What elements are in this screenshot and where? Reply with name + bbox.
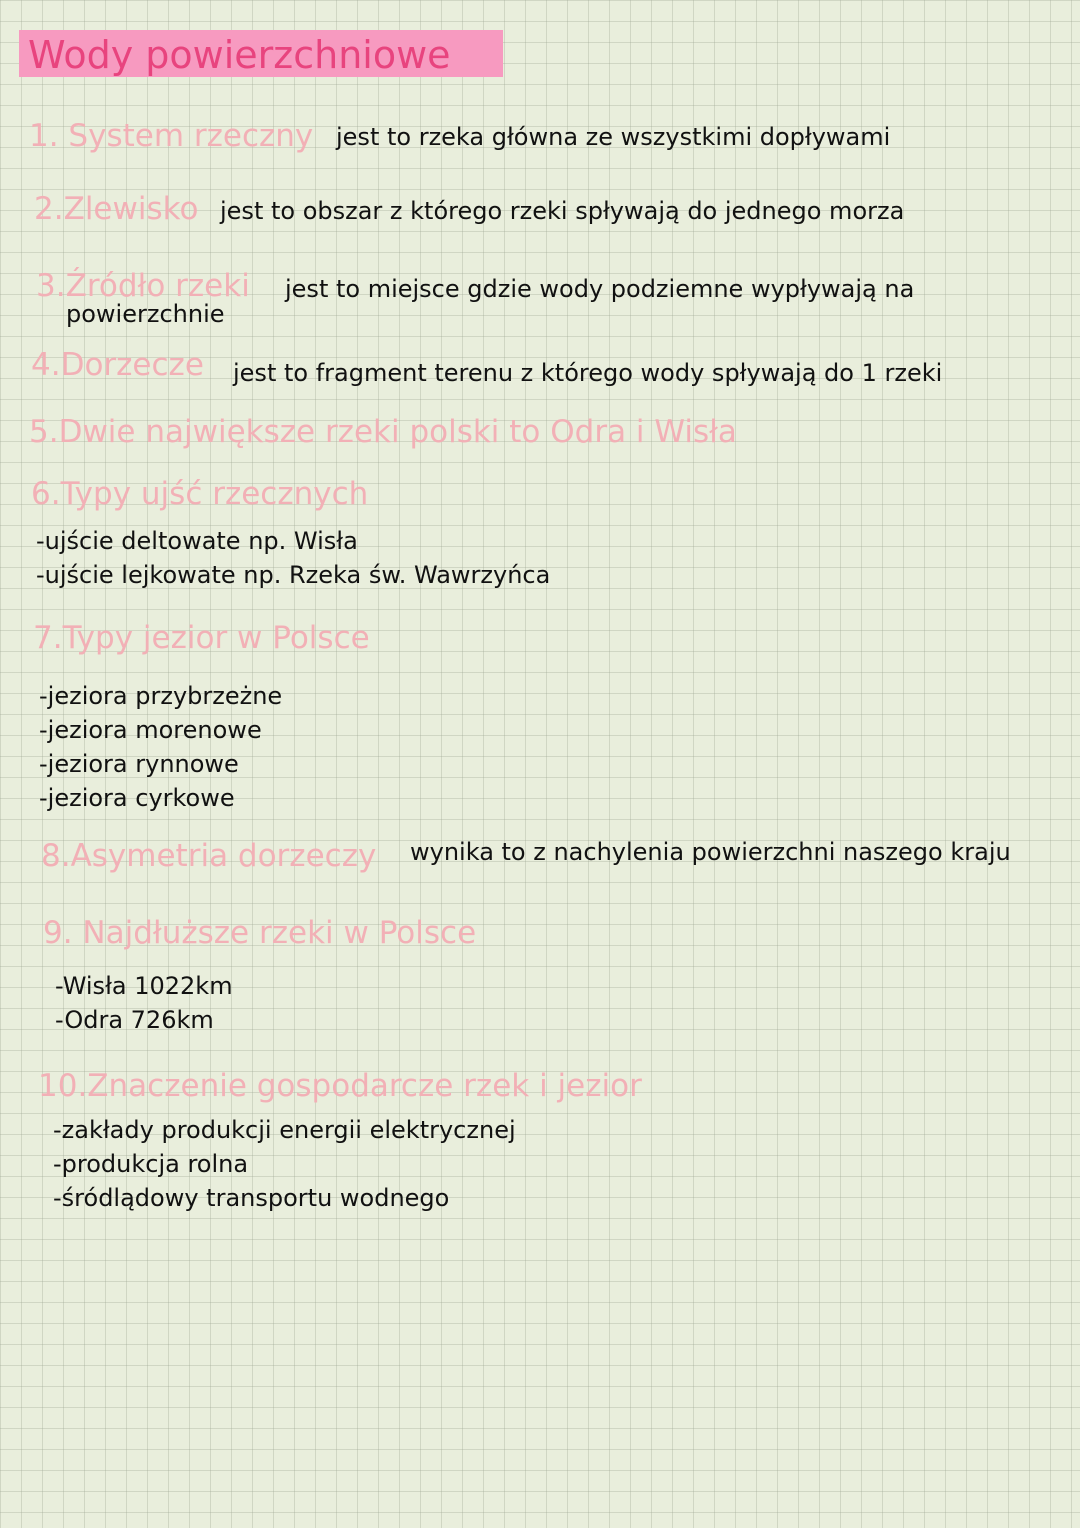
heading-dorzecze: 4.Dorzecze bbox=[31, 347, 204, 383]
heading-zrodlo-rzeki: 3.Źródło rzeki bbox=[36, 268, 250, 304]
definition-zlewisko: jest to obszar z którego rzeki spływają do jednego morza bbox=[220, 197, 905, 225]
list-item: -zakłady produkcji energii elektrycznej bbox=[53, 1116, 516, 1144]
definition-zrodlo-rzeki-cont: powierzchnie bbox=[66, 300, 225, 328]
list-item: -jeziora morenowe bbox=[39, 716, 262, 744]
list-typy-ujsc bbox=[36, 524, 550, 592]
heading-zlewisko: 2.Zlewisko bbox=[34, 191, 199, 227]
list-item: -ujście lejkowate np. Rzeka św. Wawrzyńca bbox=[36, 561, 551, 589]
definition-zrodlo-rzeki: jest to miejsce gdzie wody podziemne wypływają na bbox=[285, 275, 915, 303]
heading-typy-jezior: 7.Typy jezior w Polsce bbox=[33, 620, 370, 656]
definition-system-rzeczny: jest to rzeka główna ze wszystkimi dopływami bbox=[336, 123, 891, 151]
definition-asymetria-dorzeczy: wynika to z nachylenia powierzchni naszego kraju bbox=[410, 838, 1011, 866]
list-item: -produkcja rolna bbox=[53, 1150, 249, 1178]
heading-najwieksze-rzeki: 5.Dwie największe rzeki polski to Odra i Wisła bbox=[29, 414, 737, 450]
heading-typy-ujsc: 6.Typy ujść rzecznych bbox=[31, 476, 369, 512]
list-item: -jeziora cyrkowe bbox=[39, 784, 235, 812]
list-item: -jeziora rynnowe bbox=[39, 750, 239, 778]
list-znaczenie-gospodarcze bbox=[53, 1113, 516, 1215]
heading-najdluzsze-rzeki: 9. Najdłuższe rzeki w Polsce bbox=[43, 915, 477, 951]
list-najdluzsze-rzeki bbox=[55, 969, 233, 1037]
definition-dorzecze: jest to fragment terenu z którego wody spływają do 1 rzeki bbox=[233, 359, 943, 387]
list-item: -śródlądowy transportu wodnego bbox=[53, 1184, 450, 1212]
list-item: -Wisła 1022km bbox=[55, 972, 233, 1000]
heading-asymetria-dorzeczy: 8.Asymetria dorzeczy bbox=[41, 838, 377, 874]
list-item: -Odra 726km bbox=[55, 1006, 214, 1034]
heading-system-rzeczny: 1. System rzeczny bbox=[29, 118, 314, 154]
page-title: Wody powierzchniowe bbox=[28, 33, 451, 77]
list-item: -jeziora przybrzeżne bbox=[39, 682, 283, 710]
heading-znaczenie-gospodarcze: 10.Znaczenie gospodarcze rzek i jezior bbox=[38, 1068, 642, 1104]
list-typy-jezior bbox=[39, 679, 282, 815]
list-item: -ujście deltowate np. Wisła bbox=[36, 527, 358, 555]
